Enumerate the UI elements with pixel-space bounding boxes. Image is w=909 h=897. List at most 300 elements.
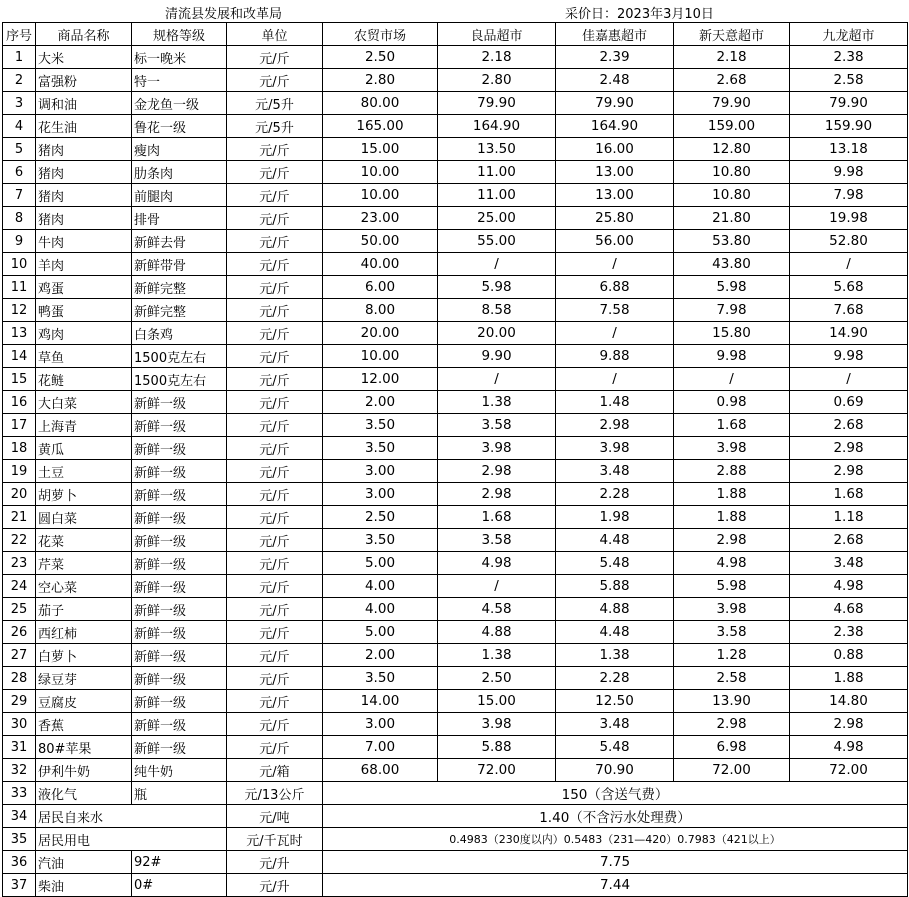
price-cell: 5.00 (323, 621, 438, 644)
spec-grade: 1500克左右 (132, 345, 227, 368)
unit: 元/斤 (227, 46, 323, 69)
spec-grade: 新鲜一级 (132, 644, 227, 667)
price-cell: 2.00 (323, 391, 438, 414)
price-cell: 2.38 (790, 621, 908, 644)
row-number: 33 (3, 782, 36, 805)
price-cell: / (556, 253, 674, 276)
price-cell: 10.80 (674, 184, 790, 207)
unit: 元/斤 (227, 161, 323, 184)
table-row (3, 483, 908, 506)
price-cell: 2.98 (674, 529, 790, 552)
row-number: 2 (3, 69, 36, 92)
price-cell: 7.00 (323, 736, 438, 759)
price-cell: 5.68 (790, 276, 908, 299)
table-row (3, 805, 908, 828)
price-cell: 20.00 (438, 322, 556, 345)
row-number: 20 (3, 483, 36, 506)
price-cell: 12.00 (323, 368, 438, 391)
row-number: 23 (3, 552, 36, 575)
price-cell: 159.00 (674, 115, 790, 138)
price-cell: 3.50 (323, 437, 438, 460)
product-name: 大米 (36, 46, 132, 69)
price-cell: 3.98 (556, 437, 674, 460)
price-cell: 2.68 (674, 69, 790, 92)
price-cell: 164.90 (556, 115, 674, 138)
table-row (3, 506, 908, 529)
price-cell: 3.58 (674, 621, 790, 644)
row-number: 29 (3, 690, 36, 713)
spec-grade: 1500克左右 (132, 368, 227, 391)
price-cell: 20.00 (323, 322, 438, 345)
column-header: 九龙超市 (790, 23, 908, 46)
table-row (3, 690, 908, 713)
row-number: 4 (3, 115, 36, 138)
price-cell: 5.00 (323, 552, 438, 575)
price-cell: 2.98 (438, 460, 556, 483)
price-cell: 2.28 (556, 483, 674, 506)
price-cell: 3.50 (323, 414, 438, 437)
unit: 元/斤 (227, 138, 323, 161)
price-cell: 0.98 (674, 391, 790, 414)
row-number: 14 (3, 345, 36, 368)
price-cell: 4.00 (323, 575, 438, 598)
price-cell: 1.68 (790, 483, 908, 506)
unit: 元/13公斤 (227, 782, 323, 805)
price-cell: 70.90 (556, 759, 674, 782)
price-cell: 2.58 (674, 667, 790, 690)
table-row (3, 713, 908, 736)
price-cell: 72.00 (438, 759, 556, 782)
table-row (3, 621, 908, 644)
table-row (3, 46, 908, 69)
spec-grade: 新鲜一级 (132, 460, 227, 483)
price-cell: 14.00 (323, 690, 438, 713)
table-row (3, 414, 908, 437)
product-name: 花菜 (36, 529, 132, 552)
price-cell: 8.58 (438, 299, 556, 322)
spec-grade: 鲁花一级 (132, 115, 227, 138)
price-cell: 3.48 (556, 713, 674, 736)
product-name: 居民自来水 (36, 805, 227, 828)
table-row (3, 529, 908, 552)
price-cell: 19.98 (790, 207, 908, 230)
price-cell: 4.98 (790, 736, 908, 759)
price-cell: 4.48 (556, 529, 674, 552)
product-name: 白萝卜 (36, 644, 132, 667)
price-cell: 12.80 (674, 138, 790, 161)
price-cell: 14.80 (790, 690, 908, 713)
column-header: 单位 (227, 23, 323, 46)
product-name: 猪肉 (36, 184, 132, 207)
price-cell: 15.00 (438, 690, 556, 713)
price-cell: 1.98 (556, 506, 674, 529)
price-cell: 6.00 (323, 276, 438, 299)
price-cell: 3.98 (674, 437, 790, 460)
unit: 元/升 (227, 851, 323, 874)
price-cell: 9.98 (790, 161, 908, 184)
spec-grade: 新鲜一级 (132, 667, 227, 690)
price-cell: 15.00 (323, 138, 438, 161)
price-cell: 2.50 (323, 506, 438, 529)
row-number: 15 (3, 368, 36, 391)
price-cell: 4.68 (790, 598, 908, 621)
price-cell: 2.18 (674, 46, 790, 69)
product-name: 芹菜 (36, 552, 132, 575)
price-cell: 6.88 (556, 276, 674, 299)
price-cell: 2.50 (323, 46, 438, 69)
spec-grade: 新鲜一级 (132, 483, 227, 506)
product-name: 香蕉 (36, 713, 132, 736)
row-number: 25 (3, 598, 36, 621)
product-name: 茄子 (36, 598, 132, 621)
spec-grade: 前腿肉 (132, 184, 227, 207)
row-number: 9 (3, 230, 36, 253)
price-cell: 2.28 (556, 667, 674, 690)
price-cell: 16.00 (556, 138, 674, 161)
row-number: 6 (3, 161, 36, 184)
table-row (3, 115, 908, 138)
product-name: 牛肉 (36, 230, 132, 253)
price-cell: 4.98 (438, 552, 556, 575)
price-cell: 1.88 (674, 483, 790, 506)
row-number: 8 (3, 207, 36, 230)
column-header: 良品超市 (438, 23, 556, 46)
price-cell: 1.38 (438, 391, 556, 414)
price-cell: 4.88 (556, 598, 674, 621)
row-number: 28 (3, 667, 36, 690)
price-cell: 3.50 (323, 667, 438, 690)
sheet-header (0, 0, 909, 22)
column-header: 规格等级 (132, 23, 227, 46)
product-name: 绿豆芽 (36, 667, 132, 690)
survey-date: 采价日：2023年3月10日 (565, 7, 714, 22)
price-cell: 4.00 (323, 598, 438, 621)
price-cell: 4.88 (438, 621, 556, 644)
row-number: 17 (3, 414, 36, 437)
unit: 元/斤 (227, 621, 323, 644)
row-number: 19 (3, 460, 36, 483)
spec-grade: 92# (132, 851, 227, 874)
product-name: 液化气 (36, 782, 132, 805)
price-cell: 159.90 (790, 115, 908, 138)
unit: 元/斤 (227, 667, 323, 690)
price-cell: 9.98 (674, 345, 790, 368)
table-row (3, 230, 908, 253)
price-cell: 25.80 (556, 207, 674, 230)
price-cell: 68.00 (323, 759, 438, 782)
price-cell: 79.90 (556, 92, 674, 115)
table-header-row (3, 23, 908, 46)
unit: 元/斤 (227, 437, 323, 460)
table-row (3, 437, 908, 460)
price-cell: 2.98 (438, 483, 556, 506)
price-cell: 13.00 (556, 161, 674, 184)
price-cell: 53.80 (674, 230, 790, 253)
price-cell: 3.98 (674, 598, 790, 621)
price-cell: 3.58 (438, 414, 556, 437)
price-cell: 1.28 (674, 644, 790, 667)
unit: 元/升 (227, 874, 323, 897)
product-name: 大白菜 (36, 391, 132, 414)
price-cell: 21.80 (674, 207, 790, 230)
unit: 元/斤 (227, 460, 323, 483)
row-number: 27 (3, 644, 36, 667)
merged-price-cell: 7.44 (323, 874, 908, 897)
price-cell: 13.00 (556, 184, 674, 207)
spec-grade: 白条鸡 (132, 322, 227, 345)
table-row (3, 736, 908, 759)
price-cell: 4.58 (438, 598, 556, 621)
table-row (3, 552, 908, 575)
price-cell: 1.38 (556, 644, 674, 667)
table-row (3, 92, 908, 115)
price-cell: 1.48 (556, 391, 674, 414)
unit: 元/斤 (227, 690, 323, 713)
row-number: 36 (3, 851, 36, 874)
price-cell: 79.90 (790, 92, 908, 115)
product-name: 鸡蛋 (36, 276, 132, 299)
table-row (3, 460, 908, 483)
unit: 元/斤 (227, 506, 323, 529)
spec-grade: 新鲜一级 (132, 598, 227, 621)
price-cell: 79.90 (438, 92, 556, 115)
price-cell: 10.00 (323, 345, 438, 368)
unit: 元/斤 (227, 575, 323, 598)
price-cell: 2.48 (556, 69, 674, 92)
product-name: 土豆 (36, 460, 132, 483)
price-cell: 10.80 (674, 161, 790, 184)
merged-price-cell: 0.4983（230度以内）0.5483（231—420）0.7983（421以上） (323, 828, 908, 851)
price-cell: 40.00 (323, 253, 438, 276)
unit: 元/斤 (227, 184, 323, 207)
unit: 元/斤 (227, 368, 323, 391)
price-cell: 5.98 (674, 575, 790, 598)
spec-grade: 0# (132, 874, 227, 897)
spec-grade: 新鲜带骨 (132, 253, 227, 276)
price-cell: 4.48 (556, 621, 674, 644)
price-cell: 72.00 (790, 759, 908, 782)
price-cell: 13.50 (438, 138, 556, 161)
unit: 元/箱 (227, 759, 323, 782)
product-name: 猪肉 (36, 161, 132, 184)
spec-grade: 肋条肉 (132, 161, 227, 184)
price-cell: / (674, 368, 790, 391)
price-cell: 1.38 (438, 644, 556, 667)
price-cell: 55.00 (438, 230, 556, 253)
unit: 元/斤 (227, 483, 323, 506)
column-header: 序号 (3, 23, 36, 46)
price-cell: 4.98 (674, 552, 790, 575)
spec-grade: 新鲜一级 (132, 437, 227, 460)
price-cell: 7.58 (556, 299, 674, 322)
unit: 元/斤 (227, 529, 323, 552)
price-cell: 2.98 (790, 713, 908, 736)
price-cell: 11.00 (438, 184, 556, 207)
product-name: 圆白菜 (36, 506, 132, 529)
price-cell: 7.98 (674, 299, 790, 322)
price-cell: 13.90 (674, 690, 790, 713)
product-name: 汽油 (36, 851, 132, 874)
price-cell: 3.98 (438, 437, 556, 460)
price-cell: / (790, 368, 908, 391)
row-number: 13 (3, 322, 36, 345)
price-cell: 3.00 (323, 460, 438, 483)
product-name: 草鱼 (36, 345, 132, 368)
price-cell: 11.00 (438, 161, 556, 184)
price-cell: 3.00 (323, 713, 438, 736)
price-cell: 7.68 (790, 299, 908, 322)
price-cell: / (556, 368, 674, 391)
unit: 元/吨 (227, 805, 323, 828)
unit: 元/5升 (227, 115, 323, 138)
price-cell: / (790, 253, 908, 276)
price-cell: 8.00 (323, 299, 438, 322)
price-table (2, 22, 908, 897)
product-name: 猪肉 (36, 138, 132, 161)
table-row (3, 874, 908, 897)
product-name: 空心菜 (36, 575, 132, 598)
unit: 元/斤 (227, 736, 323, 759)
price-cell: 14.90 (790, 322, 908, 345)
product-name: 胡萝卜 (36, 483, 132, 506)
table-row (3, 828, 908, 851)
table-row (3, 644, 908, 667)
price-cell: 5.98 (674, 276, 790, 299)
price-cell: 2.39 (556, 46, 674, 69)
spec-grade: 新鲜完整 (132, 299, 227, 322)
unit: 元/斤 (227, 713, 323, 736)
price-cell: 13.18 (790, 138, 908, 161)
price-cell: 15.80 (674, 322, 790, 345)
product-name: 猪肉 (36, 207, 132, 230)
price-cell: / (438, 368, 556, 391)
price-cell: 2.98 (790, 437, 908, 460)
price-cell: 3.48 (556, 460, 674, 483)
product-name: 柴油 (36, 874, 132, 897)
table-row (3, 782, 908, 805)
price-cell: 50.00 (323, 230, 438, 253)
table-row (3, 299, 908, 322)
price-cell: 43.80 (674, 253, 790, 276)
price-cell: 2.98 (556, 414, 674, 437)
price-cell: 2.38 (790, 46, 908, 69)
merged-price-cell: 150（含送气费） (323, 782, 908, 805)
price-cell: 2.98 (674, 713, 790, 736)
price-cell: 56.00 (556, 230, 674, 253)
price-cell: / (438, 253, 556, 276)
row-number: 31 (3, 736, 36, 759)
table-row (3, 345, 908, 368)
spec-grade: 新鲜一级 (132, 575, 227, 598)
price-cell: 9.98 (790, 345, 908, 368)
row-number: 10 (3, 253, 36, 276)
column-header: 新天意超市 (674, 23, 790, 46)
unit: 元/斤 (227, 391, 323, 414)
spec-grade: 新鲜一级 (132, 736, 227, 759)
row-number: 30 (3, 713, 36, 736)
table-row (3, 207, 908, 230)
unit: 元/斤 (227, 322, 323, 345)
price-cell: 2.58 (790, 69, 908, 92)
price-cell: 1.68 (674, 414, 790, 437)
price-cell: 72.00 (674, 759, 790, 782)
product-name: 伊利牛奶 (36, 759, 132, 782)
price-cell: 1.88 (674, 506, 790, 529)
spec-grade: 新鲜完整 (132, 276, 227, 299)
price-cell: 3.98 (438, 713, 556, 736)
unit: 元/斤 (227, 644, 323, 667)
product-name: 豆腐皮 (36, 690, 132, 713)
price-cell: 25.00 (438, 207, 556, 230)
row-number: 5 (3, 138, 36, 161)
spec-grade: 特一 (132, 69, 227, 92)
unit: 元/斤 (227, 299, 323, 322)
table-row (3, 253, 908, 276)
price-cell: 9.90 (438, 345, 556, 368)
unit: 元/斤 (227, 230, 323, 253)
product-name: 黄瓜 (36, 437, 132, 460)
merged-price-cell: 1.40（不含污水处理费） (323, 805, 908, 828)
price-cell: 0.88 (790, 644, 908, 667)
product-name: 花生油 (36, 115, 132, 138)
price-cell: 2.68 (790, 414, 908, 437)
spec-grade: 新鲜一级 (132, 414, 227, 437)
unit: 元/斤 (227, 598, 323, 621)
spec-grade: 新鲜一级 (132, 529, 227, 552)
row-number: 3 (3, 92, 36, 115)
price-cell: 0.69 (790, 391, 908, 414)
price-cell: 2.50 (438, 667, 556, 690)
price-cell: 10.00 (323, 184, 438, 207)
price-cell: 80.00 (323, 92, 438, 115)
price-cell: 2.88 (674, 460, 790, 483)
price-cell: 2.80 (438, 69, 556, 92)
table-row (3, 667, 908, 690)
unit: 元/斤 (227, 414, 323, 437)
row-number: 1 (3, 46, 36, 69)
table-row (3, 69, 908, 92)
row-number: 11 (3, 276, 36, 299)
spec-grade: 瓶 (132, 782, 227, 805)
unit: 元/斤 (227, 69, 323, 92)
row-number: 35 (3, 828, 36, 851)
price-cell: 2.00 (323, 644, 438, 667)
table-row (3, 368, 908, 391)
product-name: 上海青 (36, 414, 132, 437)
price-cell: 3.58 (438, 529, 556, 552)
table-row (3, 575, 908, 598)
price-cell: 2.80 (323, 69, 438, 92)
spec-grade: 新鲜一级 (132, 621, 227, 644)
row-number: 34 (3, 805, 36, 828)
price-cell: 10.00 (323, 161, 438, 184)
column-header: 商品名称 (36, 23, 132, 46)
spec-grade: 新鲜一级 (132, 506, 227, 529)
product-name: 鸡肉 (36, 322, 132, 345)
spec-grade: 新鲜去骨 (132, 230, 227, 253)
table-row (3, 322, 908, 345)
price-cell: 23.00 (323, 207, 438, 230)
product-name: 鸭蛋 (36, 299, 132, 322)
price-cell: 79.90 (674, 92, 790, 115)
column-header: 农贸市场 (323, 23, 438, 46)
unit: 元/5升 (227, 92, 323, 115)
row-number: 21 (3, 506, 36, 529)
unit: 元/斤 (227, 207, 323, 230)
price-cell: 3.50 (323, 529, 438, 552)
product-name: 80#苹果 (36, 736, 132, 759)
product-name: 花鲢 (36, 368, 132, 391)
